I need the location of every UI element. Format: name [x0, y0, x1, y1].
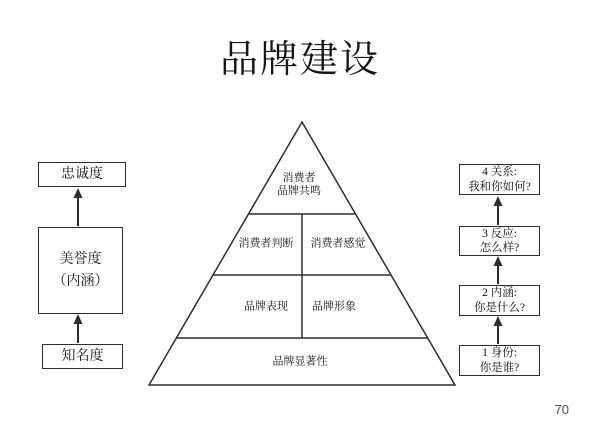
- up-arrow-icon: [74, 188, 83, 226]
- pyramid-level3-right-label: 消费者感觉: [310, 237, 366, 250]
- reputation-box: [38, 227, 123, 314]
- loyalty-label: 忠诚度: [61, 166, 103, 182]
- relationship-label-line1: 4 关系:: [482, 166, 517, 178]
- response-label-line2: 怎么样?: [479, 242, 520, 254]
- reputation-label-line1: 美誉度: [59, 251, 102, 267]
- meaning-label-line2: 你是什么?: [473, 301, 526, 314]
- response-box: [459, 226, 540, 256]
- meaning-label-line1: 2 内涵:: [482, 287, 517, 299]
- pyramid-level4-label: [277, 172, 321, 198]
- page-title: 品牌建设: [219, 39, 380, 81]
- pyramid-shape: [149, 122, 455, 385]
- response-label-line1: 3 反应:: [482, 227, 517, 240]
- meaning-box: [459, 285, 540, 316]
- relationship-box: [459, 164, 540, 195]
- up-arrow-icon: [74, 314, 83, 343]
- up-arrow-icon: [494, 256, 503, 284]
- pyramid-level1-label: 品牌显著性: [272, 355, 328, 368]
- pyramid-level2-right-label: 品牌形象: [312, 300, 356, 313]
- identity-label-line2: 你是谁?: [479, 361, 520, 374]
- pyramid-level3-left-label: 消费者判断: [238, 237, 294, 250]
- loyalty-box: [38, 162, 126, 187]
- identity-box: [459, 345, 540, 376]
- identity-label-line1: 1 身份:: [482, 347, 517, 359]
- up-arrow-icon: [494, 316, 503, 344]
- reputation-label-line2: （内涵）: [52, 273, 109, 289]
- pyramid-level2-left-label: 品牌表现: [244, 300, 288, 313]
- up-arrow-icon: [494, 196, 503, 225]
- relationship-label-line2: 我和你如何?: [468, 180, 531, 193]
- page-number: 70: [554, 402, 569, 417]
- awareness-box: [42, 344, 123, 369]
- pyramid-level4-line1: 消费者: [282, 172, 316, 184]
- pyramid-level4-line2: 品牌共鸣: [277, 185, 321, 197]
- awareness-label: 知名度: [61, 348, 104, 364]
